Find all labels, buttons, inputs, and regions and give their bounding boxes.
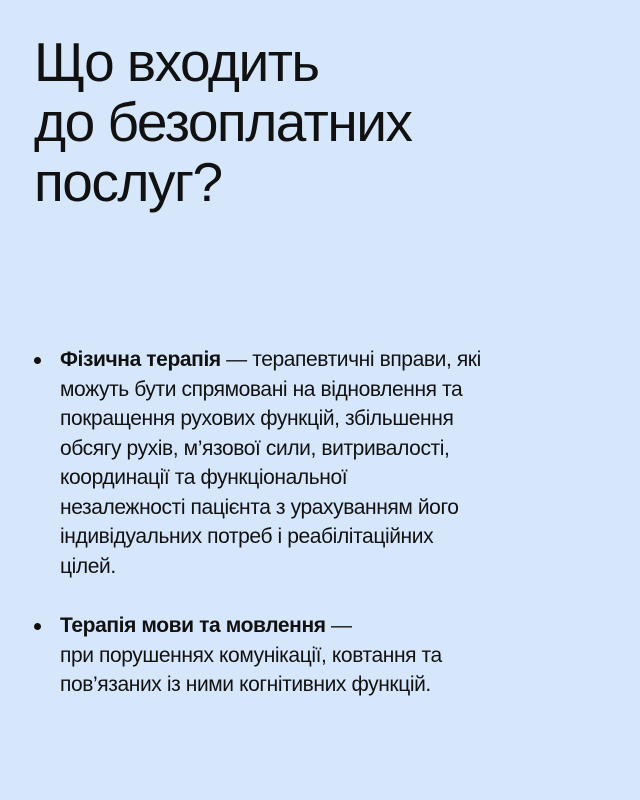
item-text-line: пов’язаних із ними когнітивних функцій.	[60, 673, 431, 696]
list-item-speech-therapy	[34, 611, 614, 700]
item-text-line: незалежності пацієнта з урахуванням його	[60, 495, 459, 519]
item-text-line: при порушеннях комунікації, ковтання та	[60, 643, 442, 667]
item-text-line: можуть бути спрямовані на відновлення та	[60, 377, 463, 401]
item-dash-text: —	[325, 614, 352, 637]
item-text-line: координації та функціональної	[60, 466, 348, 489]
item-term: Фізична терапія	[60, 348, 221, 371]
title-line: Що входить	[34, 31, 319, 93]
item-first-line	[60, 345, 614, 375]
title-line: до безоплатних	[34, 91, 412, 153]
item-text-line: обсягу рухів, м’язової сили, витривалості,	[60, 436, 450, 460]
item-first-line	[60, 611, 614, 641]
page-title	[34, 32, 614, 212]
item-dash-text: — терапевтичні вправи, які	[220, 348, 481, 371]
list-item-physical-therapy	[34, 345, 614, 581]
bullet-icon	[34, 357, 41, 364]
item-text-line: цілей.	[60, 554, 116, 578]
bullet-icon	[34, 623, 41, 630]
item-text-line: покращення рухових функцій, збільшення	[60, 407, 454, 430]
services-list	[34, 345, 614, 700]
title-line: послуг?	[34, 151, 222, 213]
item-term: Терапія мови та мовлення	[60, 614, 326, 637]
item-text-line: індивідуальних потреб і реабілітаційних	[60, 525, 434, 548]
